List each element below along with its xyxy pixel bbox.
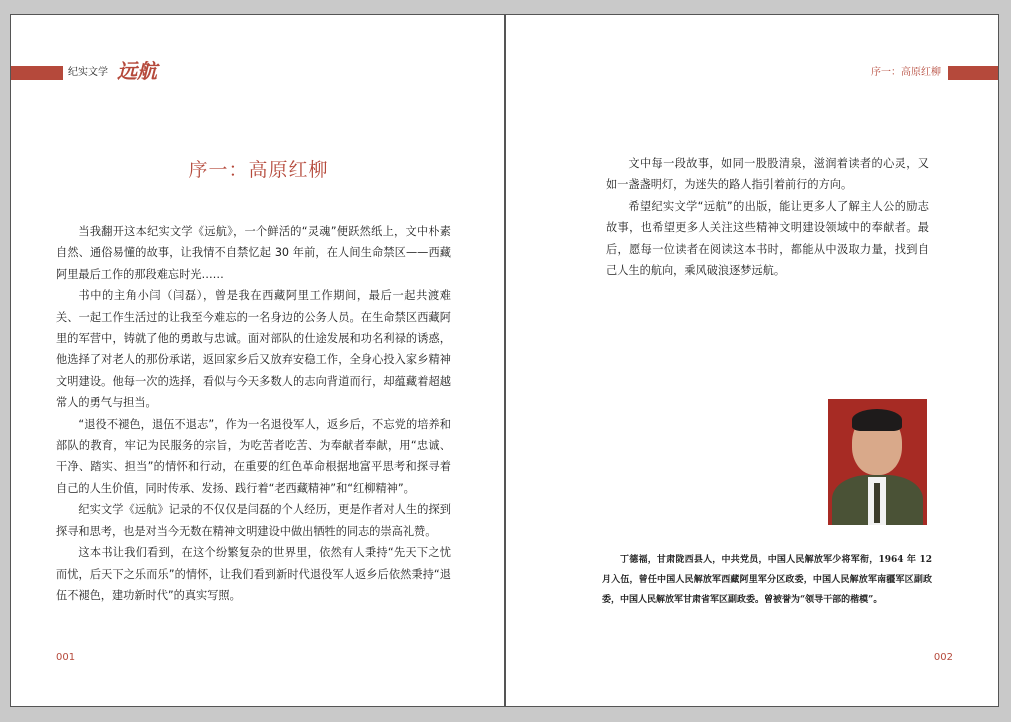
paragraph: 书中的主角小闫（闫磊），曾是我在西藏阿里工作期间，最后一起共渡难关、一起工作生活过的让我至今难忘的一名身边的公务人员。在生命禁区西藏阿里的军营中，铸就了他的勇敢与忠诚。面对部队的仕途发展和功名利禄的诱惑，他选择了对老人的那份承诺，返回家乡后又放弃安稳工作，全身心投入家乡精神文明建设。他每一次的选择，看似与今天多数人的志向背道而行，却蕴藏着超越常人的勇气与担当。 (56, 289, 451, 410)
paragraph: 希望纪实文学“远航”的出版，能让更多人了解主人公的励志故事，也希望更多人关注这些精神文明建设领域中的奉献者。最后，愿每一位读者在阅读这本书时，都能从中汲取力量，找到自己人生的航向，乘风破浪逐梦远航。 (606, 199, 929, 278)
paragraph: 文中每一段故事，如同一股股清泉，滋润着读者的心灵，又如一盏盏明灯，为迷失的路人指引着前行的方向。 (606, 157, 929, 192)
right-page (505, 14, 999, 707)
chapter-title: 序一：高原红柳 (188, 159, 329, 181)
paragraph: 纪实文学《远航》记录的不仅仅是闫磊的个人经历，更是作者对人生的探到探寻和思考，也是对当今无数在精神文明建设中做出牺牲的同志的崇高礼赞。 (56, 503, 451, 538)
header-book-logo: 远航 (117, 59, 157, 83)
paragraph: “退役不褪色，退伍不退志”，作为一名退役军人，返乡后，不忘党的培养和部队的教育，牢记为民服务的宗旨，为吃苦者吃苦、为奉献者奉献，用“忠诚、干净、踏实、担当”的情怀和行动，在重要的红色革命根据地富平思考和探寻着自己的人生价值，同时传承、发扬、践行着“老西藏精神”和“红柳精神”。 (56, 417, 451, 495)
caption-text: 丁德福，甘肃陇西县人，中共党员，中国人民解放军少将军衔，1964 年 12 月入伍，曾任中国人民解放军西藏阿里军分区政委，中国人民解放军南疆军区副政委，中国人民解放军甘肃省军区副政委。曾被誉为“领导干部的楷模”。 (602, 555, 932, 605)
page-number: 001 (56, 652, 76, 663)
paragraph: 这本书让我们看到，在这个纷繁复杂的世界里，依然有人秉持“先天下之忧而忧，后天下之乐而乐”的情怀，让我们看到新时代退役军人返乡后依然秉持“退伍不褪色，建功新时代”的真实写照。 (56, 546, 451, 602)
header-accent-bar (11, 66, 63, 80)
hair-shape (852, 409, 902, 431)
paragraph: 当我翻开这本纪实文学《远航》，一个鲜活的“灵魂”便跃然纸上，文中朴素自然、通俗易懂的故事，让我情不自禁忆起 30 年前，在人间生命禁区——西藏阿里最后工作的那段难忘时光…… (56, 225, 451, 281)
header-accent-bar (948, 66, 998, 80)
left-body-text (56, 221, 451, 606)
right-body-text (606, 153, 929, 281)
header-book-category: 纪实文学 (68, 67, 108, 78)
header-chapter-label: 序一：高原红柳 (871, 67, 941, 78)
page-number: 002 (933, 652, 953, 663)
left-page (10, 14, 505, 707)
author-portrait-photo (828, 399, 927, 525)
portrait-caption (602, 550, 932, 610)
tie-shape (874, 483, 880, 523)
